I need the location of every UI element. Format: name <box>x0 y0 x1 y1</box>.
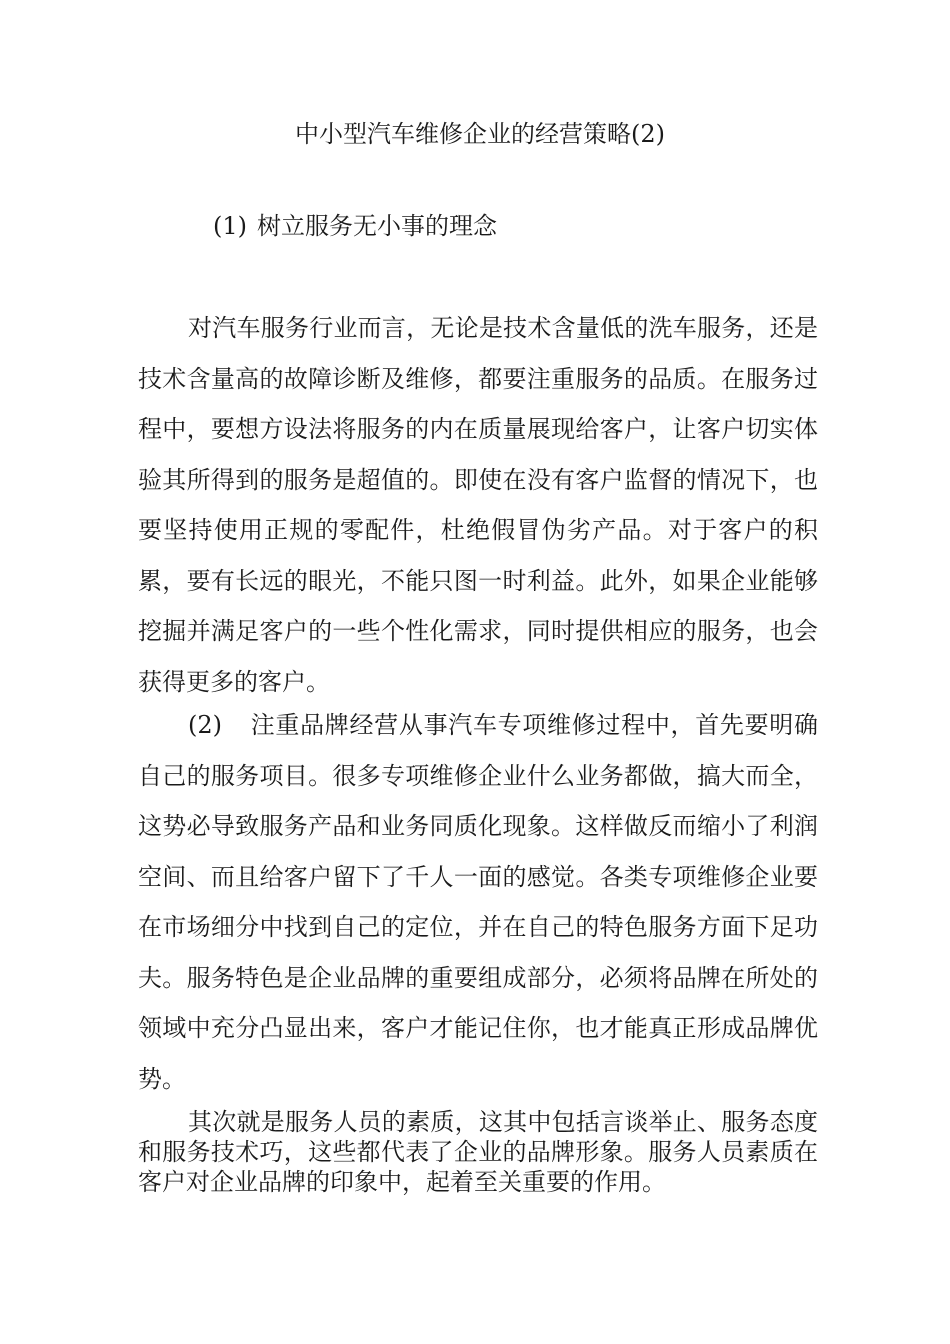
document-title: 中小型汽车维修企业的经营策略(2) <box>295 120 665 148</box>
section-number-2: (2) <box>188 711 222 739</box>
paragraph-staff-quality: 其次就是服务人员的素质，这其中包括言谈举止、服务态度和服务技术巧，这些都代表了企业的品牌形象。服务人员素质在客户对企业品牌的印象中，起着至关重要的作用。 <box>138 1108 818 1196</box>
section-heading-1 <box>213 210 497 242</box>
paragraph-brand-management <box>138 700 818 1104</box>
section-number-1: (1) <box>213 212 247 240</box>
paragraph-brand-text: 注重品牌经营从事汽车专项维修过程中，首先要明确自己的服务项目。很多专项维修企业什么业务都做，搞大而全，这势必导致服务产品和业务同质化现象。这样做反而缩小了利润空间、而且给客户留下了千人一面的感觉。各类专项维修企业要在市场细分中找到自己的定位，并在自己的特色服务方面下足功夫。服务特色是企业品牌的重要组成部分，必须将品牌在所处的领域中充分凸显出来，客户才能记住你，也才能真正形成品牌优势。 <box>138 711 818 1093</box>
section-heading-text-1: 树立服务无小事的理念 <box>257 212 497 240</box>
paragraph-service-quality: 对汽车服务行业而言，无论是技术含量低的洗车服务，还是技术含量高的故障诊断及维修，都要注重服务的品质。在服务过程中，要想方设法将服务的内在质量展现给客户，让客户切实体验其所得到的服务是超值的。即使在没有客户监督的情况下，也要坚持使用正规的零配件，杜绝假冒伪劣产品。对于客户的积累，要有长远的眼光，不能只图一时利益。此外，如果企业能够挖掘并满足客户的一些个性化需求，同时提供相应的服务，也会获得更多的客户。 <box>138 314 818 696</box>
